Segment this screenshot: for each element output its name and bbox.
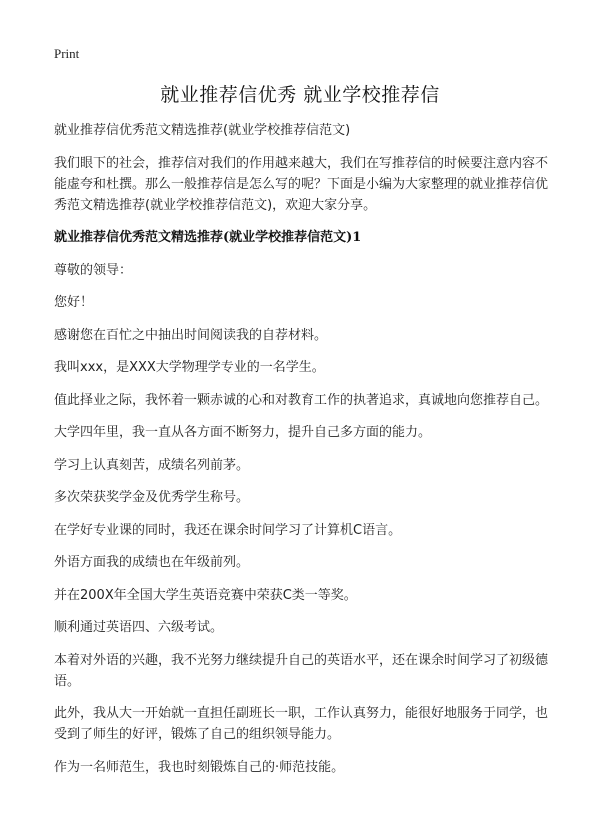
print-link[interactable]: Print bbox=[54, 46, 80, 61]
body-paragraph: 作为一名师范生，我也时刻锻炼自己的·师范技能。 bbox=[54, 759, 345, 775]
body-paragraph: 此外，我从大一开始就一直担任副班长一职，工作认真努力，能很好地服务于同学，也受到了师生的好评，锻炼了自己的组织领导能力。 bbox=[54, 706, 549, 742]
body-paragraph: 本着对外语的兴趣，我不光努力继续提升自己的英语水平，还在课余时间学习了初级德语。 bbox=[54, 652, 549, 689]
body-paragraph: 多次荣获奖学金及优秀学生称号。 bbox=[54, 490, 250, 505]
body-paragraph: 顺利通过英语四、六级考试。 bbox=[54, 620, 224, 635]
document-body bbox=[54, 120, 554, 789]
body-paragraph: 外语方面我的成绩也在年级前列。 bbox=[54, 555, 250, 570]
section-heading: 就业推荐信优秀范文精选推荐(就业学校推荐信范文)1 bbox=[54, 230, 362, 245]
body-paragraph: 在学好专业课的同时，我还在课余时间学习了计算机C语言。 bbox=[54, 522, 402, 538]
body-paragraph: 感谢您在百忙之中抽出时间阅读我的自荐材料。 bbox=[54, 327, 328, 343]
document-subtitle: 就业推荐信优秀范文精选推荐(就业学校推荐信范文) bbox=[54, 123, 351, 138]
intro-paragraph: 我们眼下的社会，推荐信对我们的作用越来越大，我们在写推荐信的时候要注意内容不能虚夸和杜撰。那么一般推荐信是怎么写的呢？下面是小编为大家整理的就业推荐信优秀范文精选推荐(就业学校推荐信范文)，欢迎大家分享。 bbox=[54, 155, 549, 213]
page-title: 就业推荐信优秀 就业学校推荐信 bbox=[160, 84, 440, 106]
body-paragraph: 并在200X年全国大学生英语竞赛中荣获C类一等奖。 bbox=[54, 587, 357, 603]
body-paragraph: 我叫xxx，是XXX大学物理学专业的一名学生。 bbox=[54, 360, 325, 375]
body-paragraph: 尊敬的领导： bbox=[54, 262, 133, 278]
body-paragraph: 学习上认真刻苦，成绩名列前茅。 bbox=[54, 457, 250, 473]
body-paragraph: 值此择业之际，我怀着一颗赤诚的心和对教育工作的执著追求，真诚地向您推荐自己。 bbox=[54, 392, 549, 408]
body-paragraph: 大学四年里，我一直从各方面不断努力，提升自己多方面的能力。 bbox=[54, 425, 432, 440]
body-paragraph: 您好！ bbox=[54, 295, 94, 310]
